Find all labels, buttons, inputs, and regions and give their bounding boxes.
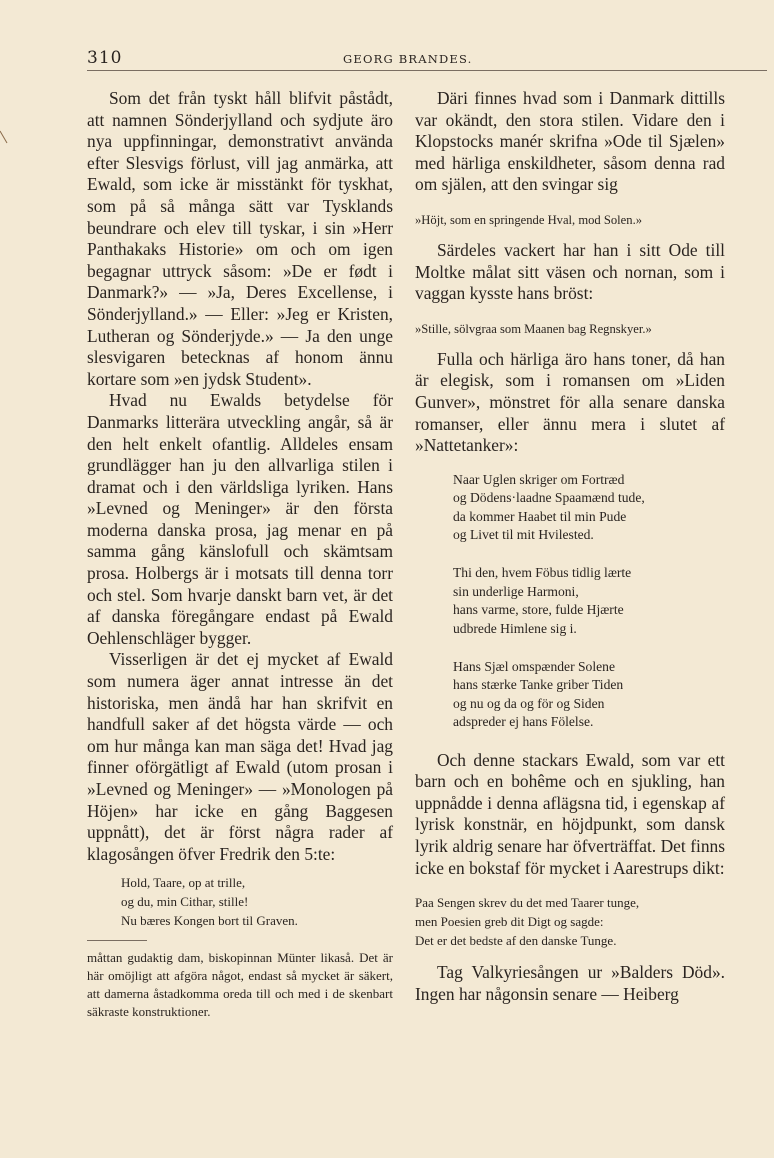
verse-line: hans varme, store, fulde Hjærte bbox=[453, 602, 624, 618]
quote-line: »Höjt, som en springende Hval, mod Solen.» bbox=[415, 212, 643, 227]
verse-line: Paa Sengen skrev du det med Taarer tunge, bbox=[415, 895, 640, 911]
footnote: måttan gudaktig dam, biskopinnan Münter likaså. Det är här omöjligt att afgöra något, endast så mycket är säkert, att damerna åstadkomma oreda till och med i de skenbart säkraste konstruktioner. bbox=[87, 950, 393, 1020]
verse-line: Det er det bedste af den danske Tunge. bbox=[415, 933, 617, 949]
page-number: 310 bbox=[87, 48, 123, 68]
verse-line: og du, min Cithar, stille! bbox=[121, 894, 249, 910]
poem-stanza bbox=[453, 658, 725, 732]
poem-stanza bbox=[453, 564, 725, 638]
verse-line: og Dödens·laadne Spaamænd tude, bbox=[453, 490, 645, 506]
verse-line: sin underlige Harmoni, bbox=[453, 583, 579, 599]
running-header bbox=[87, 48, 767, 70]
header-rule bbox=[87, 70, 767, 71]
verse-line: Hans Sjæl omspænder Solene bbox=[453, 658, 615, 674]
paragraph: Däri finnes hvad som i Danmark dittills var okändt, den stora stilen. Vidare den i Klopstocks manér skrifna »Ode til Sjælen» med härliga enskildheter, såsom denna rad om själen, att den svingar sig bbox=[415, 88, 725, 195]
paragraph: Visserligen är det ej mycket af Ewald som numera äger annat intresse än det historiska, men ändå har han skrifvit en handfull saker af det högsta värde — och om hur många kan man säga det! Hvad jag finner oförgätligt af Ewald (utom prosan i »Levned og Meninger» — »Monologen på Höjen» har icke en gång Baggesen uppnått), det är först några rader af klagosången öfver Fredrik den 5:te: bbox=[87, 649, 393, 864]
quote-line: »Stille, sölvgraa som Maanen bag Regnskyer.» bbox=[415, 321, 652, 336]
verse-quote bbox=[121, 873, 393, 930]
paragraph: Särdeles vackert har han i sitt Ode till Moltke målat sitt väsen och nornan, som i vaggan kysste hans bröst: bbox=[415, 239, 725, 304]
verse-line: udbrede Himlene sig i. bbox=[453, 620, 577, 636]
right-column bbox=[415, 88, 725, 1005]
margin-mark bbox=[0, 131, 7, 144]
verse-line: Naar Uglen skriger om Fortræd bbox=[453, 471, 625, 487]
poem-stanza bbox=[453, 471, 725, 545]
verse-line: Thi den, hvem Föbus tidlig lærte bbox=[453, 565, 632, 581]
verse-line: Nu bæres Kongen bort til Graven. bbox=[121, 913, 298, 929]
paragraph: Och denne stackars Ewald, som var ett barn och en bohême och en sjukling, han uppnådde i denna aflägsna tid, i egenskap af lyrisk konstnär, en höjdpunkt, som dansk lyrik aldrig senare har öfverträffat. Det finns icke en bokstaf för mycket i Aarestrups dikt: bbox=[415, 749, 725, 878]
verse-line: men Poesien greb dit Digt og sagde: bbox=[415, 914, 604, 930]
running-title: GEORG BRANDES. bbox=[343, 52, 473, 66]
footnote-rule bbox=[87, 940, 147, 941]
paragraph: Som det från tyskt håll blifvit påstådt, att namnen Sönderjylland och sydjute äro nya uppfinningar, demonstrativt använda efter Slesvigs förlust, vill jag anmärka, att Ewald, som icke är misstänkt för tyskhat, som på så många sätt var Tysklands beundrare och elev till tyskar, i sin »Herr Panthakaks Historie» om och om igen begagnar uttryck såsom: »De er født i Danmark?» — »Ja, Deres Excellense, i Sönderjylland.» — Eller: »Jeg er Kristen, Lutheran og Sönderjyde.» — Ja den unge slesvigaren betecknas af honom ännu kortare som »en jydsk Student». bbox=[87, 88, 393, 389]
verse-line: da kommer Haabet til min Pude bbox=[453, 508, 627, 524]
paragraph: Hvad nu Ewalds betydelse för Danmarks litterära utveckling angår, så är den helt enkelt ofantlig. Alldeles ensam grundlägger han ju den allvarliga stilen i dramat och i den världsliga lyriken. Hans »Levned og Meninger» är den första moderna danska prosa, jag menar en på samma gång känslofull och skämtsam prosa. Holbergs är i motsats till denna torr och stel. Som hvarje danskt barn vet, är det af danska föregångare endast på Ewald Oehlenschläger bygger. bbox=[87, 390, 393, 648]
verse-line: og Livet til mit Hvilested. bbox=[453, 526, 594, 542]
verse-line: og nu og da og för og Siden bbox=[453, 695, 605, 711]
verse-line: adspreder ej hans Fölelse. bbox=[453, 714, 594, 730]
paragraph: Fulla och härliga äro hans toner, då han är elegisk, som i romansen om »Liden Gunver», mönstret för alla senare danska romanser, eller ännu mera i slutet af »Nattetanker»: bbox=[415, 348, 725, 456]
verse-line: hans stærke Tanke griber Tiden bbox=[453, 677, 624, 693]
verse-line: Hold, Taare, op at trille, bbox=[121, 875, 246, 891]
verse-quote bbox=[415, 893, 725, 950]
paragraph: Tag Valkyriesången ur »Balders Död». Ingen har någonsin senare — Heiberg bbox=[415, 962, 725, 1004]
left-column bbox=[87, 88, 393, 1021]
